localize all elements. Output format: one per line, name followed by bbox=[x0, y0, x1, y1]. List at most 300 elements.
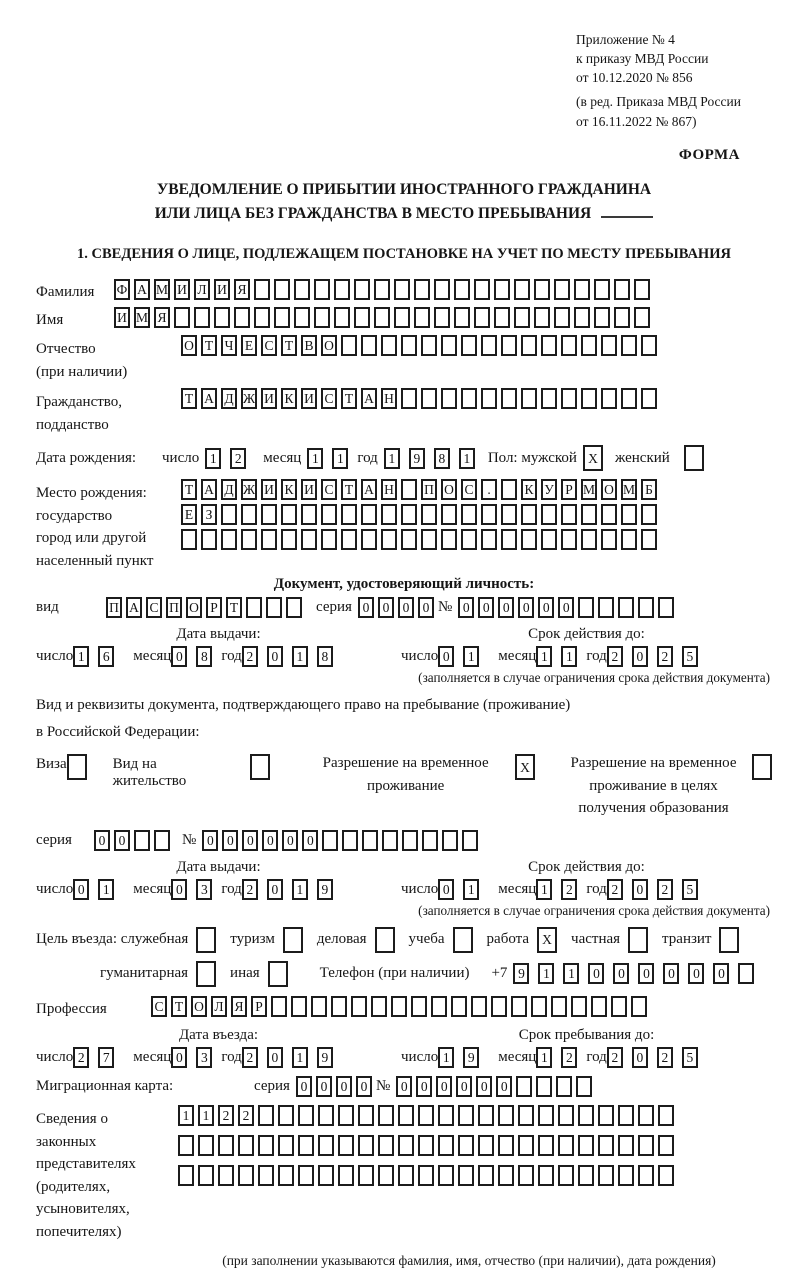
char-box bbox=[381, 335, 397, 356]
char-box: 0 bbox=[436, 1076, 452, 1097]
year-label: год bbox=[357, 449, 378, 466]
char-box: У bbox=[541, 479, 557, 500]
month-label: месяц bbox=[498, 880, 537, 897]
char-box bbox=[638, 1135, 654, 1156]
char-box: И bbox=[301, 479, 317, 500]
char-box: С bbox=[461, 479, 477, 500]
char-box: 8 bbox=[434, 448, 450, 469]
char-box bbox=[621, 335, 637, 356]
char-box: Т bbox=[181, 388, 197, 409]
char-box bbox=[441, 504, 457, 525]
migration-series-label: серия bbox=[254, 1078, 290, 1095]
representatives-label bbox=[36, 1105, 178, 1243]
char-box bbox=[578, 597, 594, 618]
char-box: 5 bbox=[682, 879, 698, 900]
char-box bbox=[581, 529, 597, 550]
char-box bbox=[571, 996, 587, 1017]
char-box bbox=[218, 1165, 234, 1186]
label-line: от 10.12.2020 № 856 bbox=[576, 70, 693, 86]
char-box: 0 bbox=[267, 879, 283, 900]
char-box: 0 bbox=[632, 1047, 648, 1068]
surname-cells bbox=[114, 279, 654, 300]
char-box bbox=[561, 529, 577, 550]
char-box: 1 bbox=[292, 879, 308, 900]
char-box bbox=[201, 529, 217, 550]
month-label: месяц bbox=[498, 648, 537, 665]
surname-row bbox=[36, 279, 772, 302]
label-line: проживание bbox=[366, 777, 445, 794]
stay-until-date bbox=[401, 1047, 707, 1068]
transit-label: транзит bbox=[662, 931, 712, 948]
char-box bbox=[501, 388, 517, 409]
business-checkbox bbox=[375, 927, 395, 953]
char-box bbox=[421, 504, 437, 525]
char-box bbox=[314, 279, 330, 300]
char-box: 0 bbox=[688, 963, 704, 984]
char-box: 2 bbox=[607, 646, 623, 667]
char-box bbox=[558, 1105, 574, 1126]
char-box bbox=[334, 279, 350, 300]
permit-series-cells bbox=[94, 830, 174, 851]
char-box: С bbox=[146, 597, 162, 618]
title-underline bbox=[601, 204, 653, 218]
char-box bbox=[246, 597, 262, 618]
char-box bbox=[601, 529, 617, 550]
birthdate-row bbox=[36, 445, 772, 471]
permit-issue-heading: Дата выдачи: bbox=[176, 858, 261, 875]
char-box: Д bbox=[221, 479, 237, 500]
entry-day bbox=[73, 1047, 123, 1068]
month-label: месяц bbox=[133, 648, 172, 665]
char-box: Б bbox=[641, 479, 657, 500]
char-box: М bbox=[154, 279, 170, 300]
char-box bbox=[631, 996, 647, 1017]
char-box bbox=[394, 307, 410, 328]
char-box bbox=[374, 279, 390, 300]
char-box: Я bbox=[231, 996, 247, 1017]
label-line: Гражданство, bbox=[36, 394, 123, 411]
form-title bbox=[36, 178, 772, 226]
char-box: 0 bbox=[73, 879, 89, 900]
char-box bbox=[558, 1135, 574, 1156]
doc-kind-cells bbox=[106, 597, 306, 618]
char-box bbox=[581, 504, 597, 525]
representatives-row1 bbox=[178, 1105, 678, 1126]
char-box bbox=[574, 307, 590, 328]
firstname-cells bbox=[114, 307, 654, 328]
private-checkbox bbox=[628, 927, 648, 953]
year-label: год bbox=[221, 1049, 242, 1066]
char-box: И bbox=[261, 388, 277, 409]
label-line: город или другой bbox=[36, 530, 147, 547]
label-line: Разрешение на временное bbox=[322, 755, 489, 772]
char-box bbox=[378, 1135, 394, 1156]
char-box: Е bbox=[241, 335, 257, 356]
char-box bbox=[581, 335, 597, 356]
char-box: 0 bbox=[378, 597, 394, 618]
char-box: 0 bbox=[632, 879, 648, 900]
residence-intro-line2: в Российской Федерации: bbox=[36, 724, 200, 741]
birth-year-cells bbox=[384, 448, 484, 469]
char-box: Ф bbox=[114, 279, 130, 300]
study-checkbox bbox=[453, 927, 473, 953]
char-box bbox=[286, 597, 302, 618]
char-box bbox=[398, 1165, 414, 1186]
forma-label: ФОРМА bbox=[678, 146, 740, 163]
char-box: С bbox=[321, 388, 337, 409]
char-box bbox=[278, 1135, 294, 1156]
doc-valid-date bbox=[401, 646, 707, 667]
char-box: 1 bbox=[292, 1047, 308, 1068]
char-box bbox=[538, 1135, 554, 1156]
char-box bbox=[421, 388, 437, 409]
doc-valid-day bbox=[438, 646, 488, 667]
char-box bbox=[198, 1165, 214, 1186]
permit-type-row bbox=[36, 752, 772, 820]
representatives-note: (при заполнении указываются фамилия, имя, отчество (при наличии), дата рождения) bbox=[222, 1253, 716, 1269]
char-box: 1 bbox=[563, 963, 579, 984]
char-box bbox=[611, 996, 627, 1017]
label-line: от 16.11.2022 № 867) bbox=[576, 113, 697, 129]
char-box: 8 bbox=[317, 646, 333, 667]
char-box: 2 bbox=[242, 646, 258, 667]
migration-series-cells bbox=[296, 1076, 376, 1097]
char-box bbox=[381, 529, 397, 550]
char-box bbox=[598, 1165, 614, 1186]
char-box bbox=[458, 1165, 474, 1186]
char-box bbox=[551, 996, 567, 1017]
doc-kind-label: вид bbox=[36, 599, 59, 616]
char-box bbox=[134, 830, 150, 851]
form-title-line1: УВЕДОМЛЕНИЕ О ПРИБЫТИИ ИНОСТРАННОГО ГРАЖДАНИНА bbox=[156, 180, 652, 198]
char-box: 0 bbox=[416, 1076, 432, 1097]
char-box: 2 bbox=[561, 879, 577, 900]
char-box: 1 bbox=[292, 646, 308, 667]
residence-intro-line1: Вид и реквизиты документа, подтверждающего право на пребывание (проживание) bbox=[36, 697, 571, 714]
char-box bbox=[174, 307, 190, 328]
char-box bbox=[241, 504, 257, 525]
label-line: (родителях, bbox=[36, 1178, 111, 1195]
char-box bbox=[538, 1165, 554, 1186]
char-box bbox=[221, 529, 237, 550]
char-box bbox=[478, 1135, 494, 1156]
char-box bbox=[614, 307, 630, 328]
char-box: 0 bbox=[114, 830, 130, 851]
char-box: Т bbox=[201, 335, 217, 356]
char-box: 1 bbox=[98, 879, 114, 900]
phone-prefix: +7 bbox=[491, 965, 508, 982]
char-box bbox=[554, 279, 570, 300]
tourism-checkbox bbox=[283, 927, 303, 953]
char-box bbox=[618, 1135, 634, 1156]
char-box bbox=[271, 996, 287, 1017]
char-box: 2 bbox=[657, 1047, 673, 1068]
char-box: 1 bbox=[536, 879, 552, 900]
char-box bbox=[401, 388, 417, 409]
char-box: 0 bbox=[438, 879, 454, 900]
doc-number-label: № bbox=[437, 599, 453, 616]
char-box bbox=[521, 504, 537, 525]
char-box: 0 bbox=[713, 963, 729, 984]
representatives-cells bbox=[178, 1105, 678, 1190]
char-box bbox=[322, 830, 338, 851]
day-label: число bbox=[162, 449, 200, 466]
birthplace-label bbox=[36, 479, 181, 572]
char-box bbox=[194, 307, 210, 328]
char-box bbox=[501, 479, 517, 500]
entry-dates-block bbox=[36, 1027, 772, 1068]
char-box bbox=[434, 307, 450, 328]
label-line: Место рождения: bbox=[36, 485, 147, 502]
char-box: Ж bbox=[241, 388, 257, 409]
birthplace-row2 bbox=[181, 504, 661, 525]
char-box: П bbox=[106, 597, 122, 618]
stay-until-heading: Срок пребывания до: bbox=[518, 1027, 655, 1044]
work-checkbox: X bbox=[537, 927, 557, 953]
char-box: С bbox=[261, 335, 277, 356]
char-box bbox=[481, 335, 497, 356]
char-box: 0 bbox=[282, 830, 298, 851]
char-box bbox=[281, 529, 297, 550]
entry-year bbox=[242, 1047, 342, 1068]
char-box bbox=[421, 529, 437, 550]
char-box bbox=[418, 1165, 434, 1186]
char-box: 0 bbox=[262, 830, 278, 851]
citizenship-label bbox=[36, 388, 181, 436]
business-label: деловая bbox=[316, 931, 367, 948]
label-line: представителях bbox=[36, 1156, 136, 1173]
char-box: Р bbox=[206, 597, 222, 618]
char-box: 0 bbox=[267, 646, 283, 667]
char-box: З bbox=[201, 504, 217, 525]
label-line: Отчество bbox=[36, 341, 96, 358]
label-line: проживание в целях bbox=[589, 777, 718, 794]
char-box: 9 bbox=[409, 448, 425, 469]
char-box: С bbox=[321, 479, 337, 500]
char-box bbox=[321, 529, 337, 550]
phone-cells bbox=[513, 963, 763, 984]
stay-year bbox=[607, 1047, 707, 1068]
char-box bbox=[418, 1135, 434, 1156]
char-box bbox=[598, 1105, 614, 1126]
char-box: И bbox=[261, 479, 277, 500]
female-checkbox bbox=[684, 445, 704, 471]
char-box: 9 bbox=[513, 963, 529, 984]
char-box: 8 bbox=[196, 646, 212, 667]
char-box bbox=[198, 1135, 214, 1156]
birthplace-cells bbox=[181, 479, 661, 554]
study-label: учеба bbox=[408, 931, 445, 948]
char-box bbox=[266, 597, 282, 618]
doc-dates-block bbox=[36, 626, 772, 686]
char-box bbox=[294, 279, 310, 300]
char-box bbox=[254, 279, 270, 300]
char-box bbox=[238, 1165, 254, 1186]
char-box: 2 bbox=[561, 1047, 577, 1068]
char-box bbox=[536, 1076, 552, 1097]
char-box bbox=[402, 830, 418, 851]
char-box: 1 bbox=[536, 646, 552, 667]
char-box bbox=[401, 479, 417, 500]
char-box bbox=[531, 996, 547, 1017]
char-box bbox=[501, 529, 517, 550]
char-box bbox=[481, 529, 497, 550]
char-box bbox=[498, 1165, 514, 1186]
char-box bbox=[298, 1135, 314, 1156]
char-box bbox=[311, 996, 327, 1017]
doc-number-cells bbox=[458, 597, 678, 618]
char-box bbox=[351, 996, 367, 1017]
char-box bbox=[578, 1105, 594, 1126]
visa-label: Виза bbox=[36, 756, 67, 773]
char-box bbox=[378, 1105, 394, 1126]
char-box bbox=[458, 1105, 474, 1126]
char-box bbox=[258, 1105, 274, 1126]
char-box: 0 bbox=[518, 597, 534, 618]
temp-permit-label bbox=[296, 752, 515, 797]
char-box: 2 bbox=[230, 448, 246, 469]
char-box bbox=[554, 307, 570, 328]
char-box bbox=[438, 1135, 454, 1156]
doc-issue-day bbox=[73, 646, 123, 667]
char-box bbox=[258, 1165, 274, 1186]
char-box: Т bbox=[226, 597, 242, 618]
char-box: 9 bbox=[463, 1047, 479, 1068]
label-line: законных bbox=[36, 1133, 97, 1150]
label-line: Сведения о bbox=[36, 1111, 108, 1128]
char-box bbox=[641, 529, 657, 550]
char-box: 1 bbox=[438, 1047, 454, 1068]
birthplace-row3 bbox=[181, 529, 661, 550]
doc-valid-month bbox=[536, 646, 586, 667]
day-label: число bbox=[401, 648, 439, 665]
char-box bbox=[362, 830, 378, 851]
char-box bbox=[361, 335, 377, 356]
char-box bbox=[638, 597, 654, 618]
char-box: 0 bbox=[94, 830, 110, 851]
form-title-line2: ИЛИ ЛИЦА БЕЗ ГРАЖДАНСТВА В МЕСТО ПРЕБЫВАНИЯ bbox=[36, 202, 772, 226]
char-box bbox=[431, 996, 447, 1017]
entry-date-heading: Дата въезда: bbox=[178, 1027, 259, 1044]
permit-valid-heading: Срок действия до: bbox=[528, 858, 645, 875]
char-box bbox=[534, 307, 550, 328]
char-box: 0 bbox=[496, 1076, 512, 1097]
char-box bbox=[491, 996, 507, 1017]
char-box bbox=[381, 504, 397, 525]
char-box bbox=[614, 279, 630, 300]
char-box: К bbox=[281, 479, 297, 500]
char-box: О bbox=[441, 479, 457, 500]
char-box: 9 bbox=[317, 879, 333, 900]
char-box: 0 bbox=[202, 830, 218, 851]
char-box bbox=[298, 1105, 314, 1126]
doc-kind-row bbox=[36, 597, 772, 618]
char-box bbox=[541, 335, 557, 356]
char-box: 6 bbox=[98, 646, 114, 667]
char-box bbox=[594, 307, 610, 328]
char-box bbox=[398, 1135, 414, 1156]
year-label: год bbox=[221, 648, 242, 665]
char-box: 7 bbox=[98, 1047, 114, 1068]
char-box bbox=[441, 335, 457, 356]
char-box bbox=[341, 335, 357, 356]
profession-label: Профессия bbox=[36, 1000, 107, 1017]
permit-issue-date bbox=[36, 879, 401, 900]
char-box bbox=[301, 529, 317, 550]
char-box: Т bbox=[341, 388, 357, 409]
char-box: И bbox=[301, 388, 317, 409]
char-box: М bbox=[134, 307, 150, 328]
char-box bbox=[434, 279, 450, 300]
surname-label: Фамилия bbox=[36, 283, 95, 300]
char-box bbox=[354, 279, 370, 300]
representatives-row3 bbox=[178, 1165, 678, 1186]
permit-dates-block bbox=[36, 859, 772, 919]
char-box bbox=[238, 1135, 254, 1156]
purpose-row1 bbox=[36, 927, 772, 953]
purpose-row2 bbox=[36, 961, 772, 987]
char-box bbox=[411, 996, 427, 1017]
char-box bbox=[361, 504, 377, 525]
char-box bbox=[454, 307, 470, 328]
label-line: подданство bbox=[36, 416, 109, 433]
migration-card-label: Миграционная карта: bbox=[36, 1078, 174, 1095]
doc-issue-month bbox=[171, 646, 221, 667]
char-box: Я bbox=[154, 307, 170, 328]
edu-permit-label bbox=[555, 752, 752, 820]
char-box: 0 bbox=[396, 1076, 412, 1097]
char-box bbox=[561, 504, 577, 525]
day-label: число bbox=[36, 880, 74, 897]
permit-issue-month bbox=[171, 879, 221, 900]
char-box: 1 bbox=[205, 448, 221, 469]
phone-label: Телефон (при наличии) bbox=[319, 965, 470, 982]
entry-month bbox=[171, 1047, 221, 1068]
char-box bbox=[521, 335, 537, 356]
char-box: Ч bbox=[221, 335, 237, 356]
char-box: 1 bbox=[307, 448, 323, 469]
char-box bbox=[591, 996, 607, 1017]
char-box bbox=[534, 279, 550, 300]
temp-permit-checkbox: X bbox=[515, 754, 535, 780]
work-label: работа bbox=[486, 931, 530, 948]
permit-series-label: серия bbox=[36, 831, 72, 848]
char-box bbox=[214, 307, 230, 328]
char-box: Т bbox=[281, 335, 297, 356]
birthplace-row1 bbox=[181, 479, 661, 500]
char-box bbox=[561, 335, 577, 356]
char-box bbox=[441, 388, 457, 409]
doc-series-label: серия bbox=[316, 599, 352, 616]
private-label: частная bbox=[571, 931, 621, 948]
char-box: О bbox=[321, 335, 337, 356]
label-line: к приказу МВД России bbox=[576, 51, 709, 67]
char-box bbox=[634, 307, 650, 328]
char-box bbox=[601, 335, 617, 356]
char-box bbox=[358, 1135, 374, 1156]
char-box bbox=[342, 830, 358, 851]
char-box: 0 bbox=[663, 963, 679, 984]
char-box bbox=[638, 1105, 654, 1126]
char-box bbox=[518, 1165, 534, 1186]
char-box bbox=[638, 1165, 654, 1186]
char-box bbox=[478, 1105, 494, 1126]
char-box bbox=[541, 504, 557, 525]
label-line: усыновителях, bbox=[36, 1201, 130, 1218]
char-box bbox=[451, 996, 467, 1017]
char-box bbox=[261, 504, 277, 525]
char-box bbox=[618, 597, 634, 618]
